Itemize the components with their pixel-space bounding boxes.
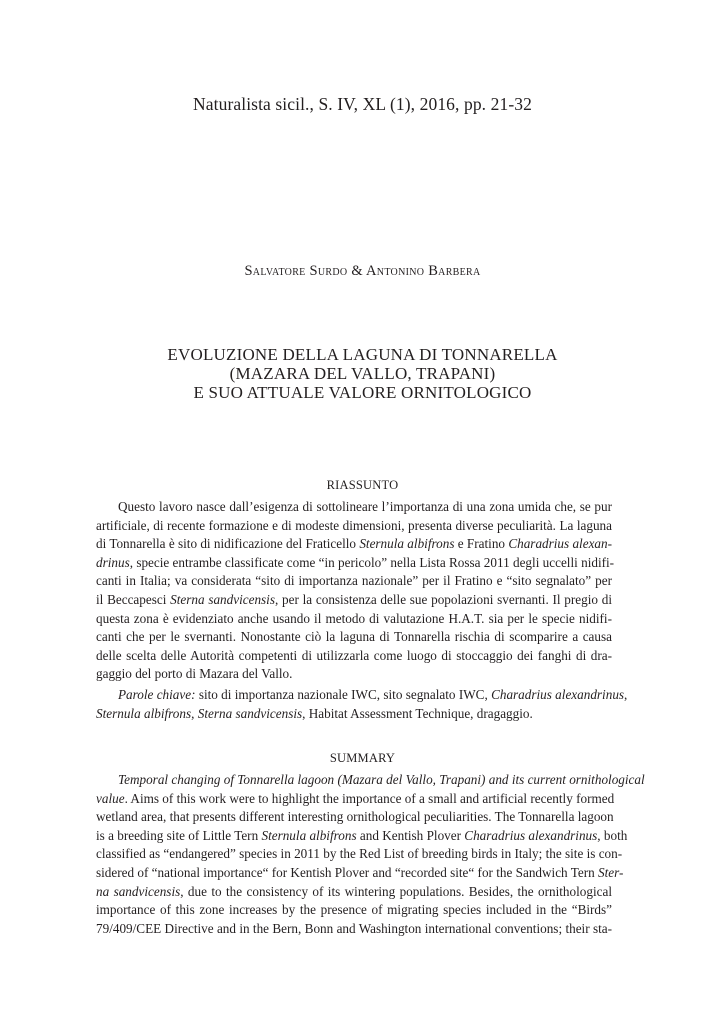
text-segment: sidered of “national importance“ for Kentish Plover and “recorded site“ for the Sandwich Tern [96, 864, 598, 880]
title-line-3: E SUO ATTUALE VALORE ORNITOLOGICO [193, 383, 532, 402]
italic-text: Charadrius alexandrinus [491, 687, 625, 702]
italic-text: Parole chiave: [118, 687, 196, 702]
riassunto-heading: RIASSUNTO [326, 478, 399, 492]
text-segment: classified as “endangered” species in 2011 by the Red List of breeding birds in Italy; the site is con- [96, 846, 623, 862]
italic-text: Charadrius alexan- [508, 536, 613, 552]
text-line [96, 535, 612, 554]
summary-paragraph [96, 771, 645, 938]
text-segment: il Beccapesci [96, 591, 171, 607]
text-segment: , [191, 705, 198, 721]
text-line [96, 665, 612, 684]
text-segment: gaggio del porto di Mazara del Vallo. [96, 666, 293, 682]
text-segment: and Kentish Plover [356, 827, 465, 843]
italic-text: Ster- [597, 864, 624, 880]
italic-text: Sternula albifrons [359, 536, 455, 552]
text-line [96, 771, 645, 790]
text-line [96, 554, 615, 573]
text-segment: e Fratino [454, 536, 509, 552]
summary-heading: SUMMARY [329, 751, 396, 765]
text-segment: di Tonnarella è sito di nidificazione del Fraticello [96, 536, 360, 552]
text-segment: , per la consistenza delle sue popolazioni svernanti. Il pregio di [274, 591, 613, 607]
italic-text: Charadrius alexandrinus [464, 827, 598, 843]
text-segment: , due to the consistency of its wintering populations. Besides, the ornithological [180, 883, 613, 899]
text-line [96, 705, 612, 724]
text-line [96, 845, 623, 864]
text-segment: questa zona è evidenziato anche usando il metodo di valutazione H.A.T. sia per le specie nidifi- [96, 610, 612, 626]
italic-text: Sterna sandvicensis [197, 705, 303, 721]
italic-text: value [96, 790, 125, 806]
text-line [96, 686, 628, 705]
text-segment: 79/409/CEE Directive and in the Bern, Bonn and Washington international conventions; their sta- [96, 920, 612, 936]
text-line [96, 864, 624, 883]
text-line [96, 628, 612, 647]
text-line [96, 610, 612, 629]
authors: Salvatore Surdo & Antonino Barbera [244, 263, 481, 279]
text-line [96, 827, 628, 846]
text-line [96, 808, 612, 827]
riassunto-paragraph [96, 498, 615, 684]
text-segment: , [624, 687, 628, 702]
text-line [96, 572, 612, 591]
text-segment: , Habitat Assessment Technique, dragaggio. [302, 705, 533, 721]
text-line [96, 591, 612, 610]
italic-text: na sandvicensis [96, 883, 181, 899]
text-segment: delle scelta delle Autorità competenti di utilizzarla come luogo di stoccaggio dei fanghi di dra- [96, 647, 612, 663]
text-segment: , specie entrambe classificate come “in pericolo” nella Lista Rossa 2011 degli uccelli nidifi- [129, 554, 615, 570]
text-line [96, 901, 612, 920]
text-line [96, 920, 612, 939]
text-segment: artificiale, di recente formazione e di modeste dimensioni, presenta diverse peculiarità. La laguna [96, 517, 612, 533]
italic-text: Sternula albifrons [96, 705, 192, 721]
text-line [96, 498, 612, 517]
text-line [96, 517, 612, 536]
text-segment: is a breeding site of Little Tern [96, 827, 262, 843]
title-line-2: (MAZARA DEL VALLO, TRAPANI) [229, 364, 496, 383]
italic-text: Sternula albifrons [261, 827, 357, 843]
text-segment: , both [597, 827, 628, 843]
text-segment: wetland area, that presents different interesting ornithological peculiarities. The Tonnarella lagoon [96, 809, 614, 825]
text-line [96, 790, 615, 809]
journal-reference: Naturalista sicil., S. IV, XL (1), 2016, pp. 21-32 [193, 94, 532, 114]
keywords-paragraph [96, 686, 628, 723]
italic-text: Sterna sandvicensis [170, 591, 275, 607]
text-segment: canti in Italia; va considerata “sito di importanza nazionale” per il Fratino e “sito segnalato” per [96, 573, 612, 589]
text-segment: importance of this zone increases by the presence of migrating species included in the “Birds” [96, 902, 612, 918]
title-line-1: EVOLUZIONE DELLA LAGUNA DI TONNARELLA [167, 345, 558, 364]
text-segment: canti che per le svernanti. Nonostante ciò la laguna di Tonnarella rischia di scomparire a causa [96, 629, 612, 645]
text-segment: Questo lavoro nasce dall’esigenza di sottolineare l’importanza di una zona umida che, se pur [118, 499, 612, 514]
paper-title [0, 345, 725, 402]
text-segment: . Aims of this work were to highlight the importance of a small and artificial recently formed [124, 790, 615, 806]
text-line [96, 883, 612, 902]
italic-text: Temporal changing of Tonnarella lagoon (Mazara del Vallo, Trapani) and its current ornithological [118, 772, 645, 787]
italic-text: drinus [96, 554, 130, 570]
text-segment: sito di importanza nazionale IWC, sito segnalato IWC, [195, 687, 492, 702]
text-line [96, 647, 612, 666]
